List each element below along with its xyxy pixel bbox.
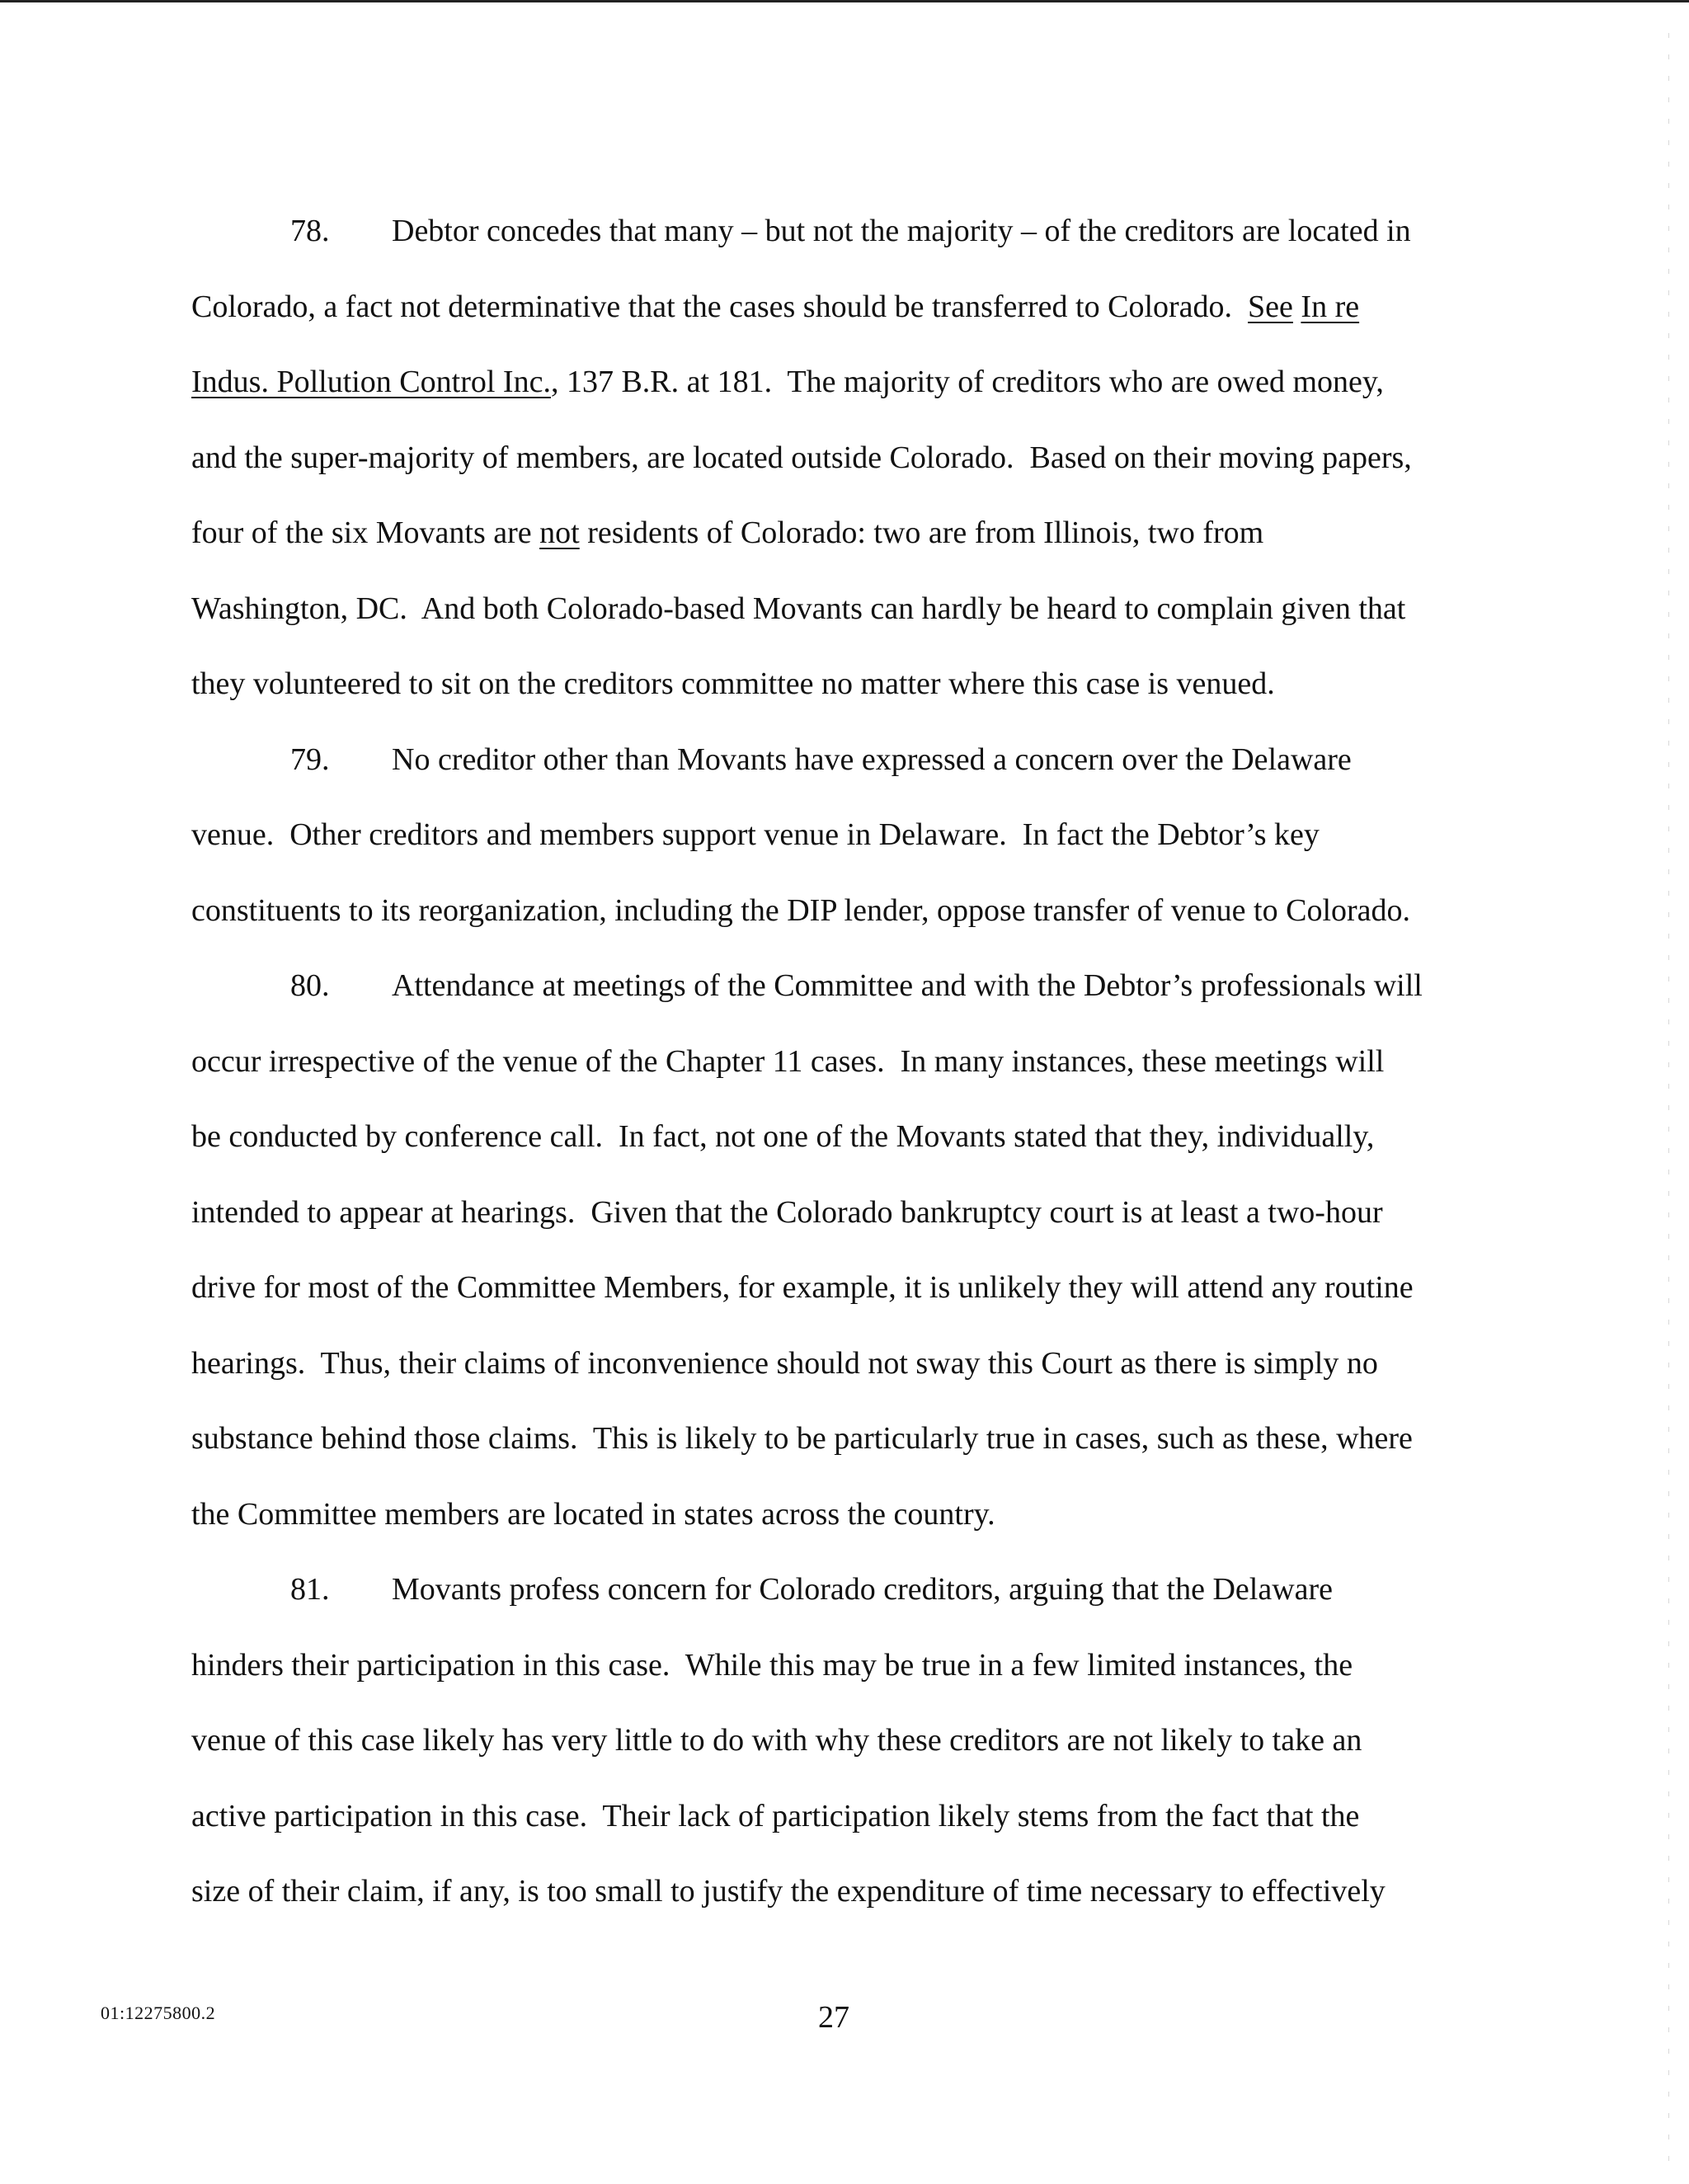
text-line [191, 798, 1486, 873]
text-segment: occur irrespective of the venue of the Chapter 11 cases. In many instances, these meetings will [191, 1043, 1385, 1079]
text-segment: and the super-majority of members, are located outside Colorado. Based on their moving papers, [191, 440, 1412, 475]
text-segment: they volunteered to sit on the creditors committee no matter where this case is venued. [191, 666, 1275, 701]
text-line [191, 1250, 1486, 1326]
text-segment: Washington, DC. And both Colorado-based Movants can hardly be heard to complain given that [191, 591, 1406, 626]
text-line [191, 1401, 1486, 1477]
text-segment: venue. Other creditors and members support venue in Delaware. In fact the Debtor’s key [191, 817, 1320, 852]
text-segment: hinders their participation in this case. While this may be true in a few limited instances, the [191, 1647, 1353, 1683]
text-line [191, 1628, 1486, 1704]
text-line [191, 1175, 1486, 1251]
text-segment: drive for most of the Committee Members, for example, it is unlikely they will attend any routine [191, 1270, 1414, 1305]
paragraph-number: 79. [290, 741, 330, 777]
text-line [191, 647, 1486, 723]
text-segment: hearings. Thus, their claims of inconvenience should not sway this Court as there is simply no [191, 1345, 1378, 1381]
text-segment: Movants profess concern for Colorado creditors, arguing that the Delaware [392, 1572, 1334, 1607]
text-segment: intended to appear at hearings. Given that the Colorado bankruptcy court is at least a two-hour [191, 1194, 1383, 1230]
text-segment: Colorado, a fact not determinative that the cases should be transferred to Colorado. [191, 289, 1249, 324]
text-line [191, 270, 1486, 346]
text-line [191, 1703, 1486, 1779]
text-segment: the Committee members are located in states across the country. [191, 1496, 995, 1532]
text-segment [1293, 289, 1301, 324]
text-segment: size of their claim, if any, is too small to justify the expenditure of time necessary to effectively [191, 1874, 1386, 1909]
paragraph [191, 194, 1486, 723]
text-segment: active participation in this case. Their lack of participation likely stems from the fact that the [191, 1798, 1360, 1833]
text-line [191, 496, 1486, 572]
paragraph-number: 80. [290, 968, 330, 1003]
text-segment: venue of this case likely has very little to do with why these creditors are not likely to take an [191, 1723, 1362, 1758]
text-line [191, 1326, 1486, 1402]
text-segment: be conducted by conference call. In fact, not one of the Movants stated that they, individually, [191, 1119, 1375, 1154]
underlined-text: Indus. Pollution Control Inc. [191, 365, 551, 399]
text-line [191, 873, 1486, 949]
text-line [191, 194, 1486, 270]
paragraph-number: 81. [290, 1572, 330, 1607]
text-line [191, 572, 1486, 647]
text-line [191, 1854, 1486, 1930]
text-segment: No creditor other than Movants have expressed a concern over the Delaware [392, 741, 1352, 777]
text-line [191, 948, 1486, 1024]
text-line [191, 723, 1486, 798]
text-line [191, 1477, 1486, 1553]
document-id: 01:12275800.2 [101, 2003, 216, 2023]
text-line [191, 1552, 1486, 1628]
text-line [191, 421, 1486, 497]
document-body [191, 194, 1486, 1930]
text-segment: residents of Colorado: two are from Illinois, two from [579, 515, 1264, 550]
underlined-text: In re [1301, 289, 1360, 324]
text-segment: substance behind those claims. This is likely to be particularly true in cases, such as these, where [191, 1421, 1413, 1456]
text-segment: Debtor concedes that many – but not the majority – of the creditors are located in [392, 214, 1411, 248]
paragraph [191, 1552, 1486, 1930]
underlined-text: not [539, 515, 580, 550]
top-border-line [0, 0, 1689, 2]
text-segment: , 137 B.R. at 181. The majority of creditors who are owed money, [550, 365, 1384, 399]
text-segment: constituents to its reorganization, including the DIP lender, oppose transfer of venue to Colorado. [191, 892, 1411, 928]
paragraph [191, 723, 1486, 949]
paragraph [191, 948, 1486, 1552]
text-line [191, 1779, 1486, 1855]
underlined-text: See [1248, 289, 1293, 324]
text-line [191, 1024, 1486, 1100]
scan-edge-artifact [1668, 33, 1669, 2161]
paragraph-number: 78. [290, 214, 330, 248]
text-line [191, 345, 1486, 421]
text-segment: four of the six Movants are [191, 515, 540, 550]
page-number: 27 [818, 2000, 849, 2035]
text-line [191, 1099, 1486, 1175]
text-segment: Attendance at meetings of the Committee and with the Debtor’s professionals will [392, 968, 1423, 1003]
